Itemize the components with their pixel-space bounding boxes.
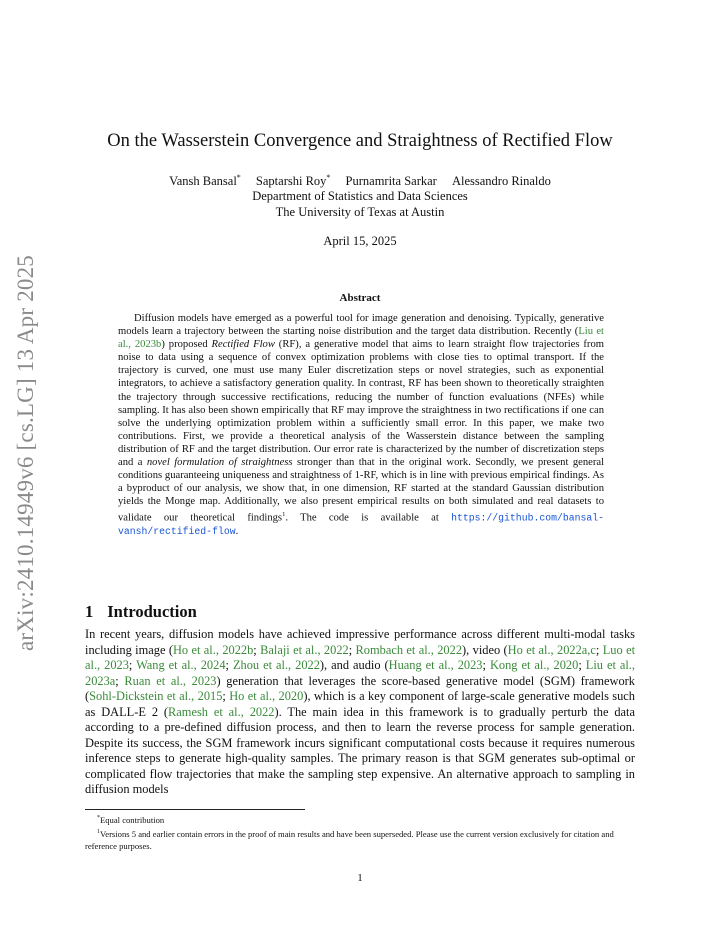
publication-date: April 15, 2025 bbox=[323, 234, 397, 248]
author-name: Saptarshi Roy* bbox=[255, 173, 331, 189]
author-name: Alessandro Rinaldo bbox=[451, 174, 551, 189]
citation-link[interactable]: Zhou et al., 2022 bbox=[232, 658, 320, 673]
footnote-marker: 1 bbox=[282, 511, 286, 519]
page-number: 1 bbox=[357, 872, 363, 884]
intro-text: ), which is a key component of large-scale generative models such as DALL-E 2 ( bbox=[85, 689, 635, 719]
citation-link[interactable]: Ho et al., 2020 bbox=[229, 689, 304, 704]
footnote-version-notice: $^1$Versions 5 and earlier contain errors in the proof of main results and have been superseded. Please use the current version exclusively for citation and reference purposes. bbox=[85, 829, 614, 852]
affiliation-university: The University of Texas at Austin bbox=[275, 205, 445, 219]
intro-text: ). The main idea in this framework is to gradually perturb the data according to a pre-defined diffusion process, and then to learn the reverse process for sample generation. Despite its success, the SGM framework incurs significant computational costs because it requires numerous inference steps to generate high-quality samples. The primary reason is that SGM generates sub-optimal or complicated flow trajectories that make the sampling step expensive. An alternative approach to sampling in diffusion models bbox=[85, 704, 635, 797]
author-name: Purnamrita Sarkar bbox=[345, 174, 437, 189]
footnotes bbox=[85, 812, 635, 853]
citation-link[interactable]: Ho et al., 2022a,c bbox=[507, 642, 596, 657]
author-list bbox=[0, 173, 720, 189]
arxiv-identifier-text: arXiv:2410.14949v6 [cs.LG] 13 Apr 2025 bbox=[13, 255, 38, 651]
citation-link[interactable]: Liu et al., 2023a bbox=[85, 658, 636, 688]
abstract-body: Diffusion models have emerged as a powerful tool for image generation and denoising. Typically, generative models learn a trajectory between the starting noise distribution and the target data distribution. Recently (Liu et al., 2023b) proposed Rectified Flow (RF), a generative model that aims to learn straight flow trajectories from noise to data using a sequence of convex optimization problems with close ties to optimal transport. If the trajectory is curved, one must use many Euler discretization steps or novel strategies, such as exponential integrators, to achieve a satisfactory generation quality. In contrast, RF has been shown to theoretically straighten the trajectory through successive rectifications, reducing the number of function evaluations (NFEs) while sampling. It has also been shown empirically that RF may improve the straightness in two rectifications if one can solve the underlying optimization problem within a sufficiently small error. In this paper, we make two contributions. First, we provide a theoretical analysis of the Wasserstein distance between the sampling distribution of RF and the target distribution. Our error rate is characterized by the number of discretization steps and a novel formulation of straightness stronger than that in the original work. Secondly, we present general conditions guaranteeing uniqueness and straightness of 1-RF, which is in line with previous empirical findings. As a byproduct of our analysis, we show that, in one dimension, RF started at the standard Gaussian distribution yields the Monge map. Additionally, we also present empirical results on both simulated and real datasets to validate our theoretical findings$^1$. The code is available at https://github.com/bansal-vansh/rectified-flow. bbox=[118, 313, 605, 538]
code-repository-link[interactable]: https://github.com/bansal-vansh/rectified-flow bbox=[118, 512, 604, 538]
section-heading-introduction: 1 Introduction bbox=[85, 602, 197, 621]
intro-text: ), video ( bbox=[462, 642, 508, 657]
intro-text: ; bbox=[595, 642, 603, 657]
citation-link[interactable]: Sohl-Dickstein et al., 2015 bbox=[89, 689, 223, 704]
affiliation-department: Department of Statistics and Data Sciences bbox=[252, 189, 468, 203]
introduction-paragraph bbox=[85, 627, 635, 798]
citation-link[interactable]: Rombach et al., 2022 bbox=[355, 642, 463, 657]
intro-text: ; bbox=[482, 658, 490, 673]
citation-link[interactable]: Balaji et al., 2022 bbox=[260, 642, 349, 657]
citation-link[interactable]: Ramesh et al., 2022 bbox=[168, 704, 275, 719]
author-name: Vansh Bansal* bbox=[169, 173, 241, 189]
intro-text: ; bbox=[578, 658, 586, 673]
citation-link[interactable]: Ho et al., 2022b bbox=[172, 642, 254, 657]
citation-link[interactable]: Kong et al., 2020 bbox=[489, 658, 579, 673]
abstract-heading: Abstract bbox=[339, 292, 381, 304]
intro-text: ; bbox=[225, 658, 233, 673]
intro-text: ), and audio ( bbox=[319, 658, 389, 673]
intro-text: ; bbox=[222, 689, 230, 704]
citation-link[interactable]: Huang et al., 2023 bbox=[388, 658, 483, 673]
footnote-rule bbox=[85, 809, 305, 810]
intro-text: ) generation that leverages the score-based generative model (SGM) framework ( bbox=[85, 673, 635, 704]
citation-link[interactable]: Liu et al., 2023b bbox=[118, 326, 604, 351]
intro-text: ; bbox=[128, 658, 137, 673]
citation-link[interactable]: Luo et al., 2023 bbox=[85, 642, 636, 673]
footnote-equal-contribution: *Equal contribution bbox=[97, 814, 165, 825]
intro-text: In recent years, diffusion models have achieved impressive performance across different multi-modal tasks including image ( bbox=[85, 627, 635, 657]
intro-text: ; bbox=[253, 642, 261, 657]
citation-link[interactable]: Wang et al., 2024 bbox=[136, 658, 226, 673]
intro-text: ; bbox=[348, 642, 356, 657]
citation-link[interactable]: Ruan et al., 2023 bbox=[124, 673, 217, 688]
paper-title: On the Wasserstein Convergence and Straightness of Rectified Flow bbox=[107, 131, 613, 151]
arxiv-identifier bbox=[12, 248, 40, 658]
intro-text: ; bbox=[115, 673, 125, 688]
